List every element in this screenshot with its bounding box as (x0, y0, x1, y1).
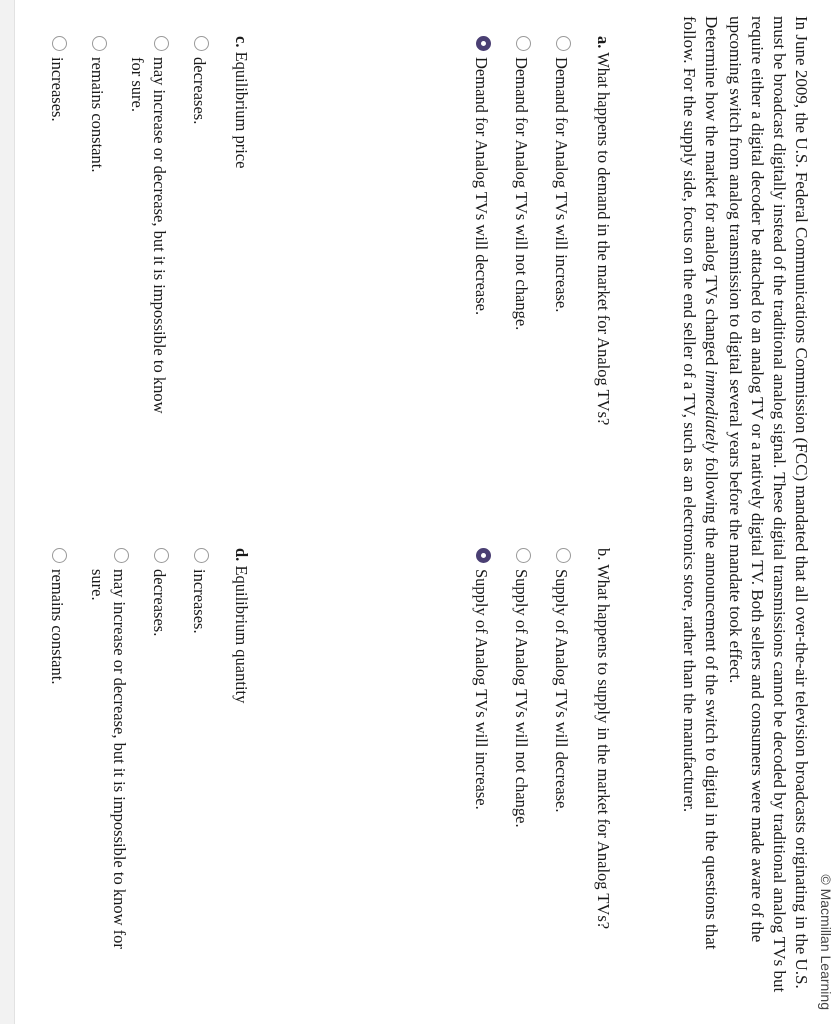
problem-intro (676, 16, 812, 996)
option-label: decreases. (190, 57, 209, 125)
option-label: Demand for Analog TVs will not change. (512, 57, 531, 331)
question-b-prompt: b. What happens to supply in the market for Analog TVs? (594, 548, 613, 930)
radio-button[interactable] (154, 548, 169, 563)
copyright-notice: © Macmillan Learning (818, 874, 834, 1010)
option-label: decreases. (150, 569, 169, 637)
question-b-option-2[interactable] (510, 548, 532, 1018)
intro-p2-emphasis: immediately (702, 369, 721, 453)
option-label: increases. (190, 569, 209, 634)
question-a-option-3[interactable] (470, 36, 492, 476)
question-c-option-3[interactable] (86, 36, 108, 426)
radio-button[interactable] (194, 548, 209, 563)
question-a-option-1[interactable] (550, 36, 572, 476)
question-c-text: Equilibrium price (232, 47, 251, 169)
radio-button-selected[interactable] (476, 36, 491, 51)
question-c-prompt (230, 36, 252, 426)
question-c (28, 36, 252, 426)
question-d-option-1[interactable] (188, 548, 210, 968)
radio-button[interactable] (516, 548, 531, 563)
question-d-text: Equilibrium quantity (232, 561, 251, 704)
option-label: Supply of Analog TVs will decrease. (552, 569, 571, 813)
radio-button[interactable] (516, 36, 531, 51)
radio-button[interactable] (92, 36, 107, 51)
radio-button[interactable] (556, 36, 571, 51)
radio-button[interactable] (52, 36, 67, 51)
question-d-option-2[interactable] (148, 548, 170, 968)
question-b-option-1[interactable] (550, 548, 572, 1018)
option-label: Demand for Analog TVs will decrease. (472, 57, 491, 316)
option-label: Supply of Analog TVs will increase. (472, 569, 491, 810)
question-a (452, 36, 614, 476)
question-b-option-3[interactable] (470, 548, 492, 1018)
option-label: Supply of Analog TVs will not change. (512, 569, 531, 828)
question-a-option-2[interactable] (510, 36, 532, 476)
question-a-prompt (592, 36, 614, 476)
intro-paragraph-1: In June 2009, the U.S. Federal Communications Commission (FCC) mandated that all over-the-air television broadcasts originating in the U.S. must be broadcast digitally instead of the traditional analog signal. These digital transmissions cannot be decoded by traditional analog TVs but require either a digital decoder be attached to an analog TV or a natively digital TV. Both sellers and consumers were made aware of the upcoming switch from analog transmission to digital several years before the mandate took effect. (726, 16, 811, 993)
bottom-bar (0, 0, 15, 1024)
radio-button[interactable] (52, 548, 67, 563)
option-label: increases. (48, 57, 67, 122)
question-c-option-1[interactable] (188, 36, 210, 426)
intro-p2-start: Determine how the market for analog TVs changed (702, 16, 721, 370)
question-c-letter: c. (232, 36, 251, 48)
question-c-option-4[interactable] (46, 36, 68, 426)
question-d-option-4[interactable] (46, 548, 68, 968)
option-label: remains constant. (88, 57, 107, 173)
radio-button[interactable] (194, 36, 209, 51)
question-a-text: What happens to demand in the market for Analog TVs? (594, 48, 613, 426)
option-label: may increase or decrease, but it is impossible to know for sure. (88, 569, 129, 949)
question-b (452, 548, 614, 1018)
intro-paragraph-2 (678, 16, 722, 996)
question-d-option-3[interactable] (86, 548, 130, 968)
option-label: may increase or decrease, but it is impossible to know for sure. (128, 57, 169, 414)
radio-button[interactable] (556, 548, 571, 563)
question-d-letter: d. (232, 548, 251, 562)
question-c-option-2[interactable] (126, 36, 170, 426)
question-a-letter: a. (594, 36, 613, 49)
option-label: remains constant. (48, 569, 67, 685)
radio-button[interactable] (114, 548, 129, 563)
option-label: Demand for Analog TVs will increase. (552, 57, 571, 313)
question-d-prompt (230, 548, 252, 968)
intro-p2-end: following the announcement of the switch to digital in the questions that follow. For the supply side, focus on the end seller of a TV, such as an electronics store, rather than the manufacturer. (680, 16, 721, 950)
radio-button[interactable] (154, 36, 169, 51)
radio-button-selected[interactable] (476, 548, 491, 563)
question-d (28, 548, 252, 968)
